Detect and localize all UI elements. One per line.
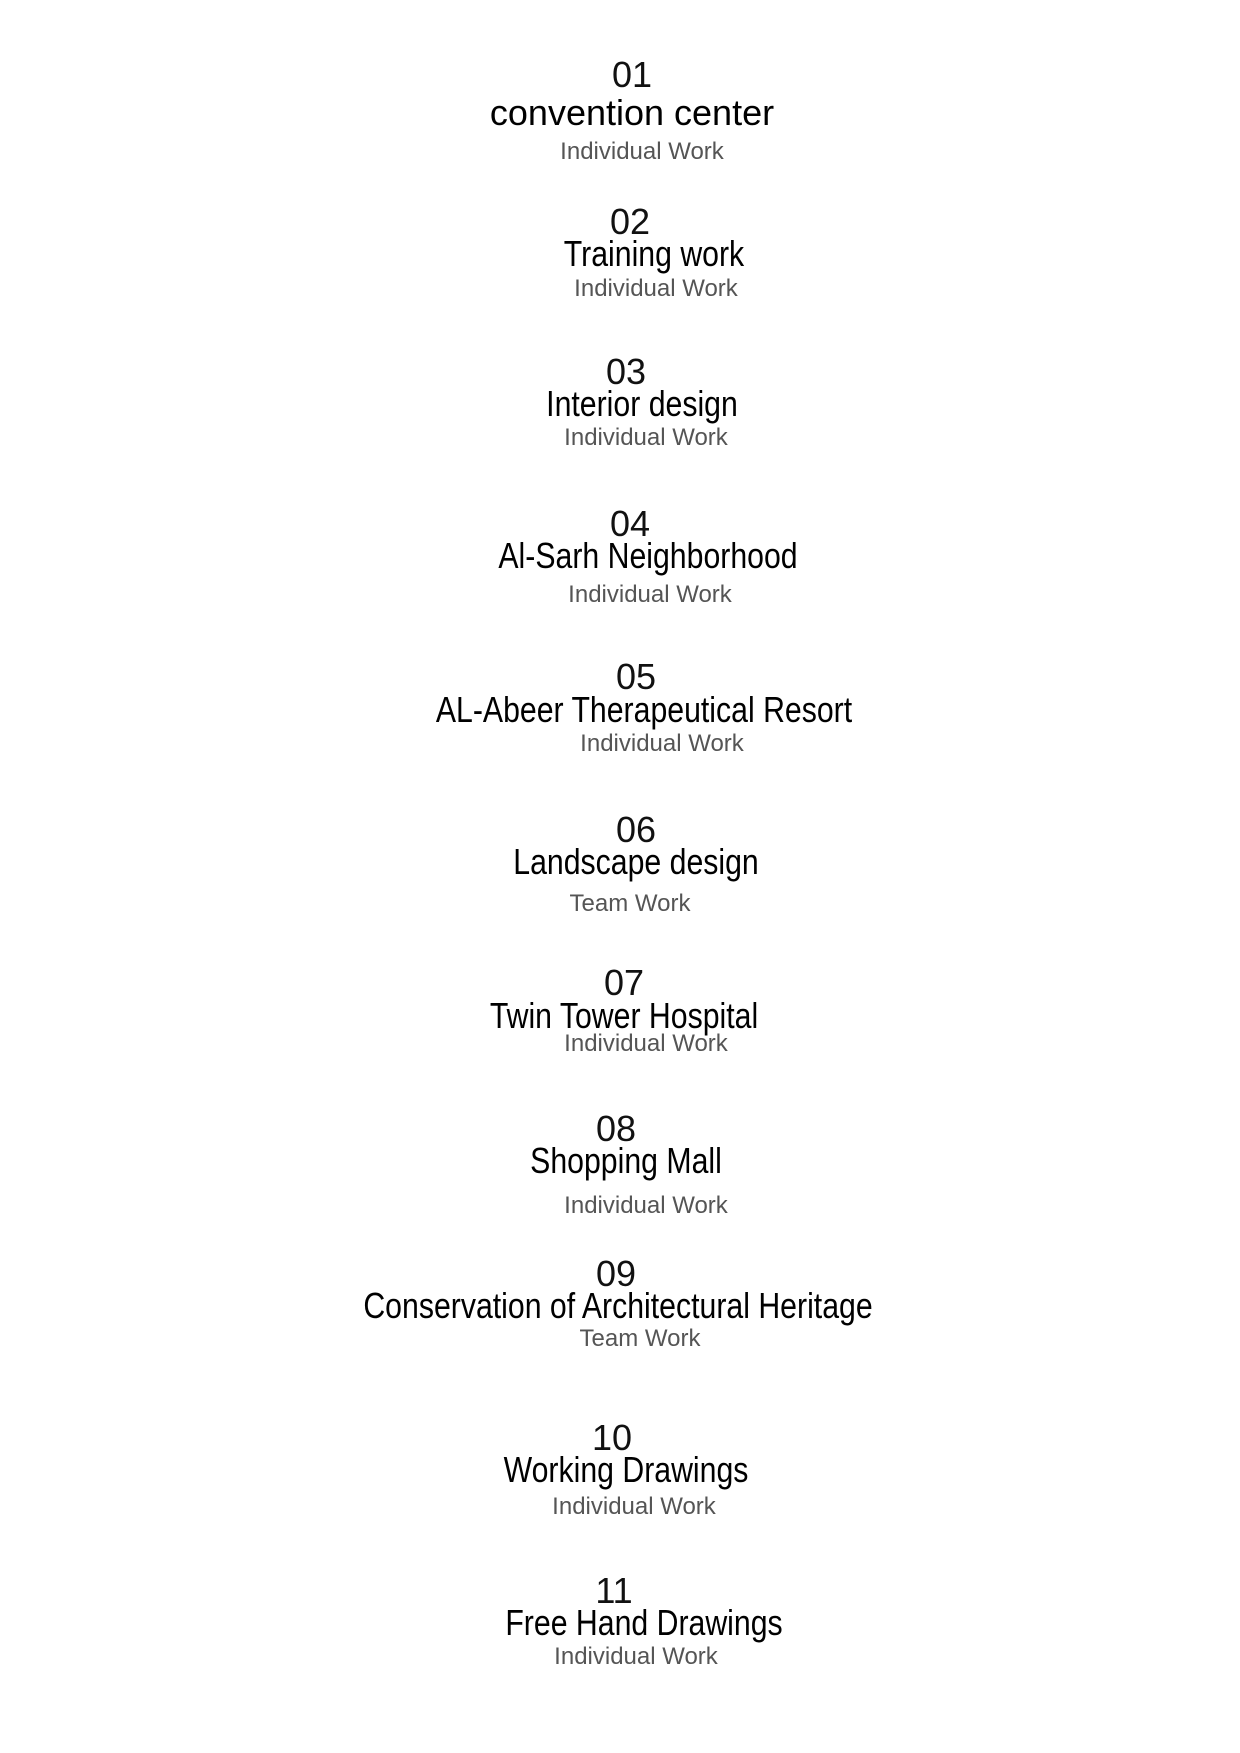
project-number: 05 <box>615 656 657 697</box>
project-title: convention center <box>489 92 775 133</box>
project-number: 08 <box>595 1108 637 1149</box>
project-work-type: Individual Work <box>564 1192 728 1219</box>
project-title: Shopping Mall <box>530 1140 722 1181</box>
project-title: Twin Tower Hospital <box>489 995 759 1036</box>
project-work-type: Individual Work <box>552 1493 716 1520</box>
project-title: Working Drawings <box>503 1449 749 1490</box>
project-work-type: Team Work <box>569 890 691 917</box>
project-number: 02 <box>609 201 651 242</box>
project-number: 11 <box>595 1570 633 1611</box>
project-work-type: Individual Work <box>580 730 744 757</box>
project-work-type: Individual Work <box>560 138 724 165</box>
project-title: Landscape design <box>513 841 759 882</box>
project-number: 09 <box>595 1253 637 1294</box>
project-title: Training work <box>563 233 745 274</box>
project-title: AL-Abeer Therapeutical Resort <box>435 689 853 730</box>
project-title: Al-Sarh Neighborhood <box>498 535 798 576</box>
project-number: 01 <box>611 54 653 95</box>
project-number: 04 <box>609 503 651 544</box>
project-number: 03 <box>605 351 647 392</box>
project-work-type: Individual Work <box>564 424 728 451</box>
project-title: Interior design <box>546 383 738 424</box>
project-number: 06 <box>615 809 657 850</box>
project-work-type: Individual Work <box>568 581 732 608</box>
project-number: 10 <box>591 1417 633 1458</box>
project-number: 07 <box>603 962 645 1003</box>
project-work-type: Team Work <box>579 1325 701 1352</box>
project-work-type: Individual Work <box>554 1643 718 1670</box>
project-work-type: Individual Work <box>564 1030 728 1057</box>
project-title: Conservation of Architectural Heritage <box>363 1285 873 1326</box>
project-title: Free Hand Drawings <box>505 1602 783 1643</box>
project-work-type: Individual Work <box>574 275 738 302</box>
